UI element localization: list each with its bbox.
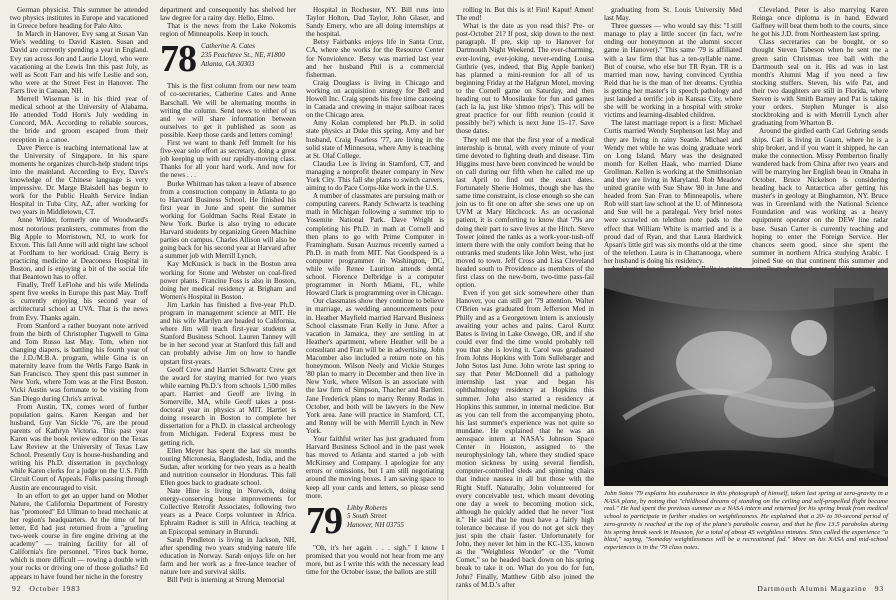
paragraph: Amy Kolan completed her Ph.D. in solid state physics at Duke this spring. Amy and her husband, Craig Fearless '77, are living in the solid state of Minnesota, where Amy is teaching at St. Olaf College. bbox=[306, 119, 444, 160]
paragraph: Claudia Lee is living in Stamford, CT, and managing a nonprofit theater company in New York City. This fall she plans to switch careers, aiming to do Pace Corps-like work in the U.S. bbox=[306, 159, 444, 193]
paragraph: Your faithful writer has just graduated from Harvard Business School and in the past week has moved to Atlanta and started a job with McKinsey and Company. I apologize for any errors or omissions, but I am still negotiating around the moving boxes. I am saving space to keep all your cards and letters, so please send more. bbox=[306, 434, 444, 500]
class-78-header bbox=[160, 38, 296, 81]
class-78-secretary-address bbox=[201, 42, 285, 68]
paragraph: Craig Douglass is living in Chicago and working on acquisition strategy for Bell and Howell Inc. Craig spends his free time canoeing in Canada and crewing in major sailboat races on the Chicago area. bbox=[306, 78, 444, 120]
paragraph: Dave Pierce is teaching international law at the University of Singapore. In his spare moments he organizes church-help student trips into the mainland. According to Evy, Dave's knowledge of the Chinese language is very impressive. Dr. Marge Blaisdell has begun to work for the Public Health Service Indian Hospital in Tuba City, AZ, after working for two years in Middletown, CT. bbox=[10, 143, 148, 217]
paragraph: Ellen Meyer has spent the last six months touring Micronesia, Bangladesh, India, and the Sudan, after working for two years as a health and nutrition counselor in Honduras. This fall Ellen goes back to graduate school. bbox=[160, 446, 296, 487]
paragraph: Hospital in Rochester, NY. Bill runs into Taylor Holton, Dad Taylor, John Glaser, and Sandy Emery, who are all doing internships at the hospital. bbox=[306, 6, 444, 39]
paragraph: In March in Hanover, Evy sang at Susan Van Wie's wedding to David Kasten. Susan and David are currently spending a year in England. Evy ran across Jon and Laurie Lloyd, who were vacationing at the Lewis Inn this past July, as well as Scott Farr and his wife Leslie and son, who were at the Street Fest in Hanover. The Farrs live in Canaan, NH. bbox=[10, 30, 148, 95]
paragraph: What is the date as you read this? Pre- or post-October 21? If post, skip down to the next paragraph. If pre, skip up to Hanover for Dartmouth Night Weekend. The ever-charming, ever-loving, ever-joking, never-ending Louisa Guthrie (yes, indeed, that Big Apple banker) has planned a mini-reunion for all of us beginning Friday at the Hafgrun Motel, moving to the Cornell game on Saturday, and then heading out to Moosilauke for fun and games (ach la la, just like 'shmoo trips'). This will be great practice for our fifth reunion (could it possibly be?) which is next June 15–17. Save those dates. bbox=[456, 22, 594, 136]
secretary-street: 235 Peachtree St., NE, #1800 bbox=[201, 50, 285, 59]
paragraph: Finally, Treff LeFlohe and his wife Melinda spent five weeks in Europe this past May. Treff is currently enjoying his second year of architectural school at UVA. That is the news from Evy. Thanks again. bbox=[10, 281, 148, 322]
paragraph: A number of classmates are pursuing math or computing careers. Randy Schwartz is teaching math in Michigan following a summer trip to Yosemite National Park. Dave Wright is completing his Ph.D. in math at Cornell and then plans to go with Prime Computer in Framingham. Susan Auzmus recently earned a Ph.D. in math from MIT. Nat Goodspeed is a computer programmer in Washington, DC, while wife Renee Lauriton attends dental school. Florence Delbridge is a computer programmer in North Miami, FL, while Howard Clark is programming over in Chicago. bbox=[306, 192, 444, 298]
paragraph: Cleveland. Peter is also marrying Karen Reinga once diploma is in hand. Edward Gaffney will beat them both to the courts, since he got his J.D. from Northeastern last spring. bbox=[752, 6, 888, 39]
column-5 bbox=[604, 6, 742, 268]
column-1 bbox=[10, 6, 148, 592]
paragraph: First we want to thank Jeff Immelt for his five-year solo effort as secretary, doing a great job keeping up with our rapidly-moving class. Thanks for all your hard work. And now for the news . . . bbox=[160, 139, 296, 180]
paragraph: rolling in. But this is it! Fini! Kaput! Amen! The end! bbox=[456, 6, 594, 23]
paragraph: This is the first column from our new team of co-secretaries, Catherine Cates and Anne Barschall. We will be alternating months in writing the column. Send news to either of us and we will share information between ourselves to get it published as soon as possible. Keep those cards and letters coming! bbox=[160, 82, 296, 139]
paragraph: Three guesses — who would say this: "I still manage to play a little soccer (in fact, we're ending our honeymoon at the alumni soccer game in Hanover)." This same '79 is affiliated with a law firm that has a ten-syllable name. But of course, who else but TR Ryan. TR is a married man now, having convinced Cynthia Reid that he is the man of her dreams. Cynthia is getting her master's in speech pathology and just landed a terrific job in Kansas City, where she will be working in a hospital with stroke victims and learning-disabled children. bbox=[604, 22, 742, 120]
page-number-right: 93 bbox=[874, 584, 884, 593]
paragraph: German physicist. This summer he attended two physics institutes in Europe and vacationed in Greece before heading for Palo Alto. bbox=[10, 6, 148, 31]
zero-gravity-photo bbox=[604, 268, 888, 486]
paragraph: Burke Whitman has taken a leave of absence from a construction company in Atlanta to go to Harvard Business School. He finished his first year in June and spent the summer working for Goldman Sachs Real Estate in New York. Burke is also trying to educate Harvard students by organizing Green Machine parties on campus. Charles Allison will also be going back for his second year at Harvard after a summer job with Merrill Lynch. bbox=[160, 179, 296, 261]
page-gutter bbox=[447, 0, 449, 600]
column-2 bbox=[160, 6, 296, 592]
paragraph: Our classmates show they continue to believe in marriage, as wedding announcements pour in. Heather Mayfield married Harvard Business School classmate Fran Kelly in June. After a vacation in Jamaica, they are settling in at Heather's apartment, where Heather will be a consultant and Fran will be in advertising. John Macomber also included a return note on his honeymoon. Wilson Neely and Vickie Sturges '80 plan to marry in December and then live in New York, where Wilson is an associate with the law firm of Simpson, Thacher and Bartlett. Jane Frederick plans to marry Renny Rodas in October, and both will be lawyers in the New York area. Jane will practice in Stamford, CT, and Renny will be with Merrill Lynch in New York. bbox=[306, 297, 444, 435]
class-number-79: 79 bbox=[306, 499, 342, 542]
issue-date: October 1983 bbox=[29, 584, 81, 593]
paragraph: Betsy Fairbanks enjoys life in Santa Cruz, CA, where she works for the Resource Center for Nonviolence. Betsy was married last year and her husband Phil is a commercial fisherman. bbox=[306, 38, 444, 79]
footer-right bbox=[757, 584, 884, 593]
paragraph: Bill Petit is interning at Strong Memorial bbox=[167, 576, 285, 585]
paragraph: Class secretaries can be bought, or so thought Steven Tabeson when he sent me a green satin Christmas tree ball with the Dartmouth seal on it. His ad was in last month's Alumni Mag if you need a few stocking stuffers. Steven, his wife Pat, and their two daughters are still in Florida, where Steven is with Smith Barney and Pat is taking your orders. Stephen Munger is also stockbroking and is with Merrill Lynch after graduating from Wharton B. bbox=[752, 38, 888, 128]
paragraph: Around the girdled earth Carl Gehring sends ships. Carl is living in Guam, where he is a ship broker, and if you want it shipped, he can make the connection. Missy Pemberton finally wandered back from China after two years and will be marrying her English beau in Omaha in October. Bruce Nickelson is considering heading back to Antarctica after getting his master's in geology at Binghamton, NY. Bruce was in Greenland with the National Science Foundation and was working as a heavy equipment operator on the DEW line radar base. Susan Carter is currently teaching and hoping to enter the Foreign Service. Her chances seem good, since she spent the summer in northern Africa studying Arabic. I joined Sue on that continent this summer and bbox=[752, 127, 888, 265]
class-79-header bbox=[306, 499, 444, 542]
column-4 bbox=[456, 6, 594, 592]
paragraph: Jim Larkin has finished a five-year Ph.D. program in management science at MIT. He and his wife Marilyn are headed to California, where Jim will teach first-year students at Stanford Business School. Lauren Tanney will be in her second year at Stanford this fall and can probably advise Jim on how to handle upstart first-years. bbox=[160, 300, 296, 366]
page-number-left: 92 bbox=[12, 584, 22, 593]
secretary-city: Atlanta, GA 30303 bbox=[201, 59, 255, 68]
paragraph: In an effort to get an upper hand on Mother Nature, the California Department of Forestry has "promoted" Ed Ullman to head mechanic at her region's headquarters. At the time of her letter, Ed had just returned from a "grueling two-week course in fire engine driving at the academy" — training facility for all of California's fire personnel. "Fires back home, which is more difficult — rowing a double with your rocks or driving one of those goliaths? Ed appears to have found her niche in the forestry bbox=[10, 491, 148, 581]
paragraph: Even if you get sick somewhere other than Hanover, you can still get '79 attention. Walter O'Brien was graduated from Jefferson Med in Philly and as a Georgetown intern is anxiously awaiting your aches and pains. Carol Kurtz Bates is living in Lake Oswego, OR, and if she could ever find the time would probably tell you that she is loving it. Carol was graduated from Johns Hopkins with Tom Sullebarger and John Sotos last June. John wrote last spring to say that Peter McDonnell did a pathology internship last year and began his ophthalmology residency at Hopkins this summer. John also started a residency at Hopkins this summer, in internal medicine. But as you can tell from the accompanying photo, his last summer's experience was not quite so mundane. He explained that he was an aerospace intern at NASA's Johnson Space Center in Houston, assigned to the neurophysiology lab, where they studied space motion sickness by using several fiendish, computer-controlled sleds and spinning chairs that induce nausea in all but those with the Right Stuff. Naturally, John volunteered for every conceivable test, which meant devoting one day a week to becoming motion sick, although he quickly added that he never "lost it." He said that he must have a fairly high tolerance because if you do not get sick they just spin the chair faster. Unfortunately for John, they never let him in the KC-135, known as the "Weightless Wonder" or the "Vomit Comet," so he headed back down on his spring break to take it on. What do you do for fun, John? Finally, Matthew Gibb also joined the ranks of M.D.'s after bbox=[456, 289, 594, 589]
paragraph: Sarah Pendleton is living in Jackson, NH, after spending two years studying nature life education in Norway. Sarah enjoys life on her farm and her work as a free-lance teacher of nature lore and survival skills. bbox=[160, 535, 296, 576]
column-6 bbox=[752, 6, 888, 268]
secretary-name: Catherine A. Cates bbox=[201, 42, 256, 51]
paragraph: Geoff Crew and Harriet Schwartz Crew get the award for staying married for two years while earning Ph.D.'s from schools 1,500 miles apart. Harriet and Geoff are living in Somerville, MA, while Geoff takes a post-doctoral year in physics at MIT. Harriet is doing research in Boston to complete her dissertation for a Ph.D. in classical archeology from Michigan. Federal Express must be getting rich. bbox=[160, 365, 296, 447]
paragraph: Kay McKusick is back in the Boston area working for Stone and Webster on coal-fired power plants. Francine Foss is also in Boston, doing her medical residency at Brigham and Women's Hospital in Boston. bbox=[160, 260, 296, 301]
paragraph: Anne Wilder, formerly one of Woodward's most notorious pranksters, commutes from the Big Apple to Morristown, NJ, to work for Exxon. This fall Anne will add night law school at Fordham to her workload. Craig Berry is practicing medicine at Deaconess Hospital in Boston, and is enjoying a bit of the social life that Beantown has to offer. bbox=[10, 216, 148, 282]
paragraph: The latest marriage report is a first: Michael Curtis married Wendy Stephenson last May and they are living in rainy Seattle. Michael and Wendy met while he was doing graduate work on Long Island. Mary was the designated month for Kellen Haak, who married Diane Grollman. Kellen is working at the Smithsonian and they are living in Maryland. Rob Meadow united granite with Sue Shaw '80 in June and headed from San Fran to Minneapolis, where Rob will start law school at the U. of Minnesota and Sue will be a paralegal. Very brief notes were scrawled on telethon note pads to the effect that William White is married and is a proud dad of Ryan, and that Laura Hardwick Apsan's little girl was six months old at the time of the telethon. Laura is in Chattanooga, where her husband is doing his residency. bbox=[604, 119, 742, 265]
paragraph: They tell me that the first year of a medical internship is brutal, with every minute of your time devoted to fighting death and disease. Tim Higgins must have been convinced he would be on call during our fifth when he called me up last April to find out the exact dates. Fortunately Sherie Holmes, though she has the same time constraint, is close enough so she can join us to fit one on after she sews one up on UVM at Mary Hitchcock. As an occasional patient, it is comforting to know that '79s are doing their part to save lives at the Hitch. Steve Tower joined the ranks as a work-your-tush-off intern there with the only comfort being that he outranks med students like John West, who just moved to town. Jeff Cross and Lisa Cleveland headed south to Providence as members of the first class on the new-born, two-time pass-fail option. bbox=[456, 135, 594, 290]
secretary-name: Libby Roberts bbox=[347, 503, 387, 512]
photo-caption: John Sotos '79 explains his exuberance in this photograph of himself, taken last spring at zero-gravity in a NASA plane, by noting that "childhood dreams of standing on the ceiling and self-propelled flight became real." He had spent the previous summer as a NASA intern and returned for his spring break from medical school to participate in further studies on weightlessness. He explained that a 20- to 30-second period of zero-gravity is reached at the top of the plane's parabolic course, and that he flew 13.5 parabolas during his spring break week in Houston, for a total of about 45 weightless minutes. Sites called the experience "a blast," saying, "Someday weightlessness will be a recreational fad." More on his NASA and mid-school experiences is in the '79 class notes. bbox=[604, 490, 888, 551]
secretary-street: 5 South Street bbox=[347, 512, 387, 521]
class-number-78: 78 bbox=[160, 38, 196, 81]
class-78-notes bbox=[160, 82, 296, 584]
paragraph: department and consequently has shelved her law degree for a rainy day. Hello, Elmo. bbox=[160, 6, 296, 23]
paragraph: graduating from St. Louis University Med last May. bbox=[604, 6, 742, 23]
paragraph: That is the news from the Lake Nokomis region of Minneapolis. Keep in touch. bbox=[160, 22, 296, 39]
column-3 bbox=[306, 6, 444, 592]
secretary-city: Hanover, NH 03755 bbox=[347, 520, 404, 529]
photo-illustration bbox=[604, 268, 888, 486]
paragraph: "Oh, it's her again . . . sigh." I know I promised that you would not hear from me any more, but as I write this with the necessary lead time for the October issue, the ballots are still bbox=[306, 543, 444, 576]
paragraph: Nate Hine is living in Norwich, doing energy-conserving house improvements for Collective Retrofit Associates, following two years as a Peace Corps volunteer in Africa. Ephraim Radner is still in Africa, teaching at an Episcopal seminary in Burundi. bbox=[160, 487, 296, 536]
class-79-notes bbox=[306, 544, 444, 576]
paragraph: Merrell Wiseman is in his third year of medical school at the University of Alabama. He attended Todd Horn's July wedding in Concord, MA. According to reliable sources, the bride and groom escaped from their reception in a canoe. bbox=[10, 95, 148, 144]
paragraph: From Stanford a rather buoyant note arrived from the birth of Christopher Tugwell to Gina and Tom Russo last May. Tom, when not changing diapers, is battling his fourth year of the J.D./M.B.A. program, while Gina is on maternity leave from the Wells Fargo Bank in San Francisco. They spent this past summer in New York, where Tom was at the First Boston. Vicki Austin was fortunate to be visiting from San Diego during Chris's arrival. bbox=[10, 321, 148, 403]
magazine-title: Dartmouth Alumni Magazine bbox=[757, 584, 867, 593]
class-79-secretary-address bbox=[347, 504, 404, 530]
paragraph: From Austin, TX, comes word of further population gains. Karen Keegan and her husband, Guy Van Sickle '76, are the proud parents of Kathryn Victoria. This past year Karen was the book review editor on the Texas Law Review at the University of Texas Law School. Presently Guy is house-husbanding and writing his Ph.D. dissertation in psychology while Karen clerks for a judge on the U.S. Fifth Circuit Court of Appeals. Folks passing through Austin are encouraged to visit. bbox=[10, 402, 148, 492]
footer-left bbox=[12, 584, 80, 593]
class-78-notes-cont bbox=[306, 6, 444, 500]
